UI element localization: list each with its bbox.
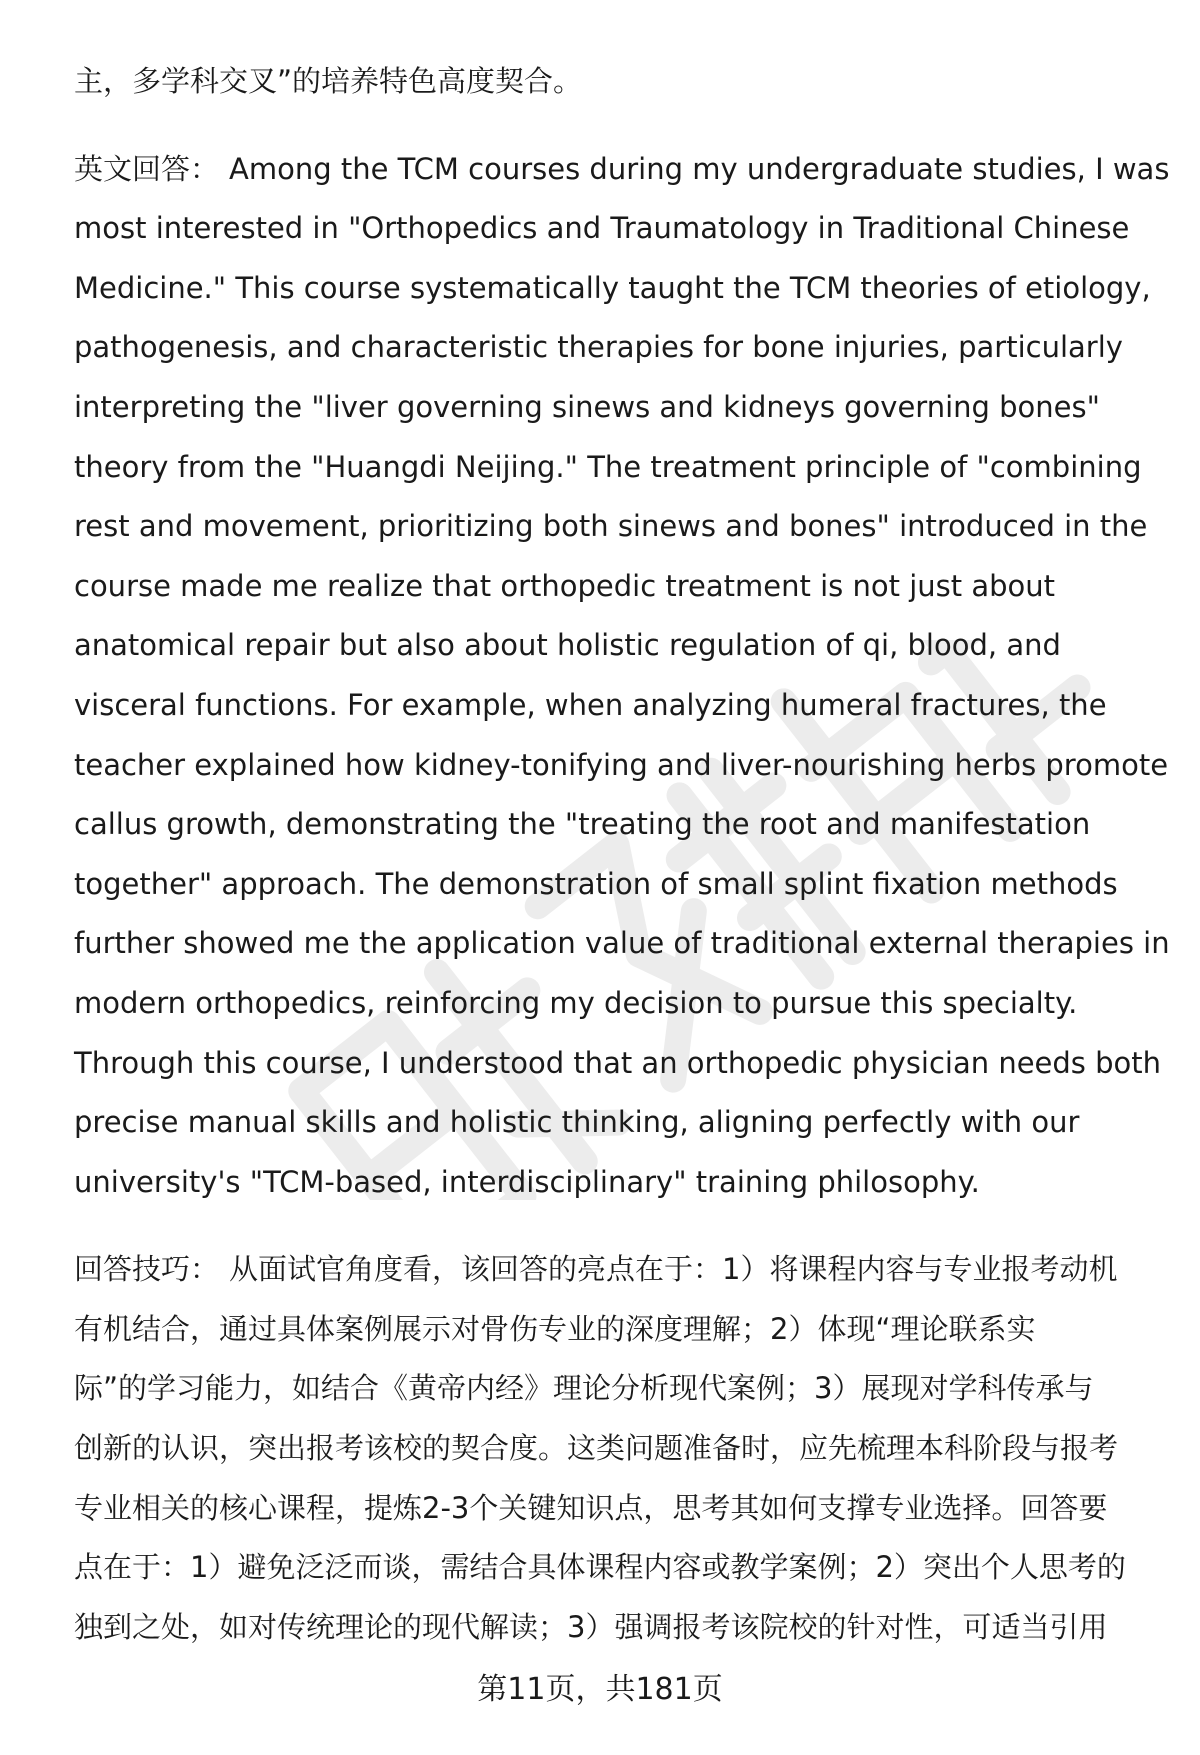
tips-paragraph [74,1240,1159,1657]
page-number-footer: 第11页，共181页 [477,1672,723,1707]
intro-paragraph [74,52,1159,112]
english-answer-line: together" approach. The demonstration of small splint fixation methods [74,866,1118,901]
english-answer-line: precise manual skills and holistic thinking, aligning perfectly with our [74,1105,1080,1140]
english-answer-line: university's "TCM-based, interdisciplinary" training philosophy. [74,1164,980,1199]
tips-line: 有机结合，通过具体案例展示对骨伤专业的深度理解；2）体现“理论联系实 [74,1311,1036,1346]
tips-line: 际”的学习能力，如结合《黄帝内经》理论分析现代案例；3）展现对学科传承与 [74,1371,1094,1406]
english-answer-line: callus growth, demonstrating the "treating the root and manifestation [74,807,1091,842]
tips-label: 回答技巧： [74,1252,220,1287]
english-answer-line: interpreting the "liver governing sinews and kidneys governing bones" [74,389,1100,424]
english-answer-line: anatomical repair but also about holistic regulation of qi, blood, and [74,628,1061,663]
english-answer-line: Through this course, I understood that an orthopedic physician needs both [74,1045,1162,1080]
tips-line: 点在于：1）避免泛泛而谈，需结合具体课程内容或教学案例；2）突出个人思考的 [74,1550,1126,1585]
tips-line-1: 回答技巧： 从面试官角度看，该回答的亮点在于：1）将课程内容与专业报考动机 [74,1252,1118,1287]
english-answer-line: most interested in "Orthopedics and Traumatology in Traditional Chinese [74,211,1130,246]
english-answer-line: theory from the "Huangdi Neijing." The treatment principle of "combining [74,449,1142,484]
document-body [74,52,1170,1657]
tips-line: 独到之处，如对传统理论的现代解读；3）强调报考该院校的针对性，可适当引用 [74,1609,1108,1644]
english-answer-line: further showed me the application value of traditional external therapies in [74,926,1170,961]
english-answer-line-1: 英文回答： Among the TCM courses during my undergraduate studies, I was [74,151,1170,186]
tips-line: 专业相关的核心课程，提炼2-3个关键知识点，思考其如何支撑专业选择。回答要 [74,1490,1108,1525]
intro-line: 主，多学科交叉”的培养特色高度契合。 [74,64,583,98]
english-answer-line: rest and movement, prioritizing both sinews and bones" introduced in the [74,509,1148,544]
english-answer-line: course made me realize that orthopedic treatment is not just about [74,568,1056,603]
english-answer-line: visceral functions. For example, when analyzing humeral fractures, the [74,687,1107,722]
english-answer-line: Medicine." This course systematically taught the TCM theories of etiology, [74,270,1151,305]
english-answer-label: 英文回答： [74,151,220,186]
english-answer-line: teacher explained how kidney-tonifying and liver-nourishing herbs promote [74,747,1169,782]
tips-line: 创新的认识，突出报考该校的契合度。这类问题准备时，应先梳理本科阶段与报考 [74,1431,1119,1466]
english-answer-paragraph [74,140,1170,1213]
english-answer-line: modern orthopedics, reinforcing my decision to pursue this specialty. [74,985,1078,1020]
english-answer-line: pathogenesis, and characteristic therapies for bone injuries, particularly [74,330,1123,365]
